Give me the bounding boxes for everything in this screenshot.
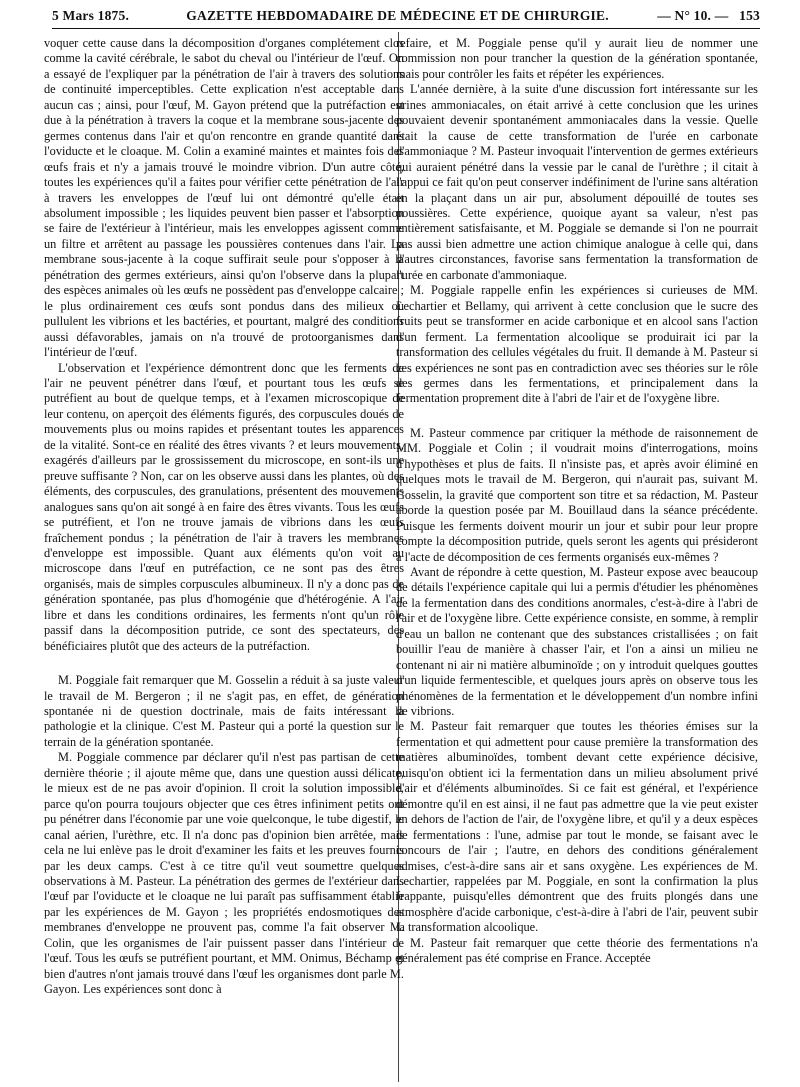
left-column [44, 36, 404, 1081]
paragraph: L'observation et l'expérience démontrent donc que les ferments de l'air ne peuvent pénétrer dans l'œuf, et pourtant tous les œufs se putréfient au bout de quelque temps, et à l'examen microscopique de leur contenu, on aperçoit des éléments figurés, des corpuscules doués de mouvements plus ou moins rapides et présentant toutes les apparences de la vitalité. Sont-ce en réalité des êtres vivants ? et leurs mouvements, exagérés d'ailleurs par le grossissement du microscope, en sont-ils une preuve suffisante ? Non, car on les observe aussi dans les plantes, où des éléments, des corpuscules, des granulations, présentent des mouvements analogues sans qu'on ait songé à en faire des êtres vivants. Tous les œufs se putréfient, et l'on ne trouve jamais de vibrions dans les œufs fraîchement pondus ; la pénétration de l'air à travers les membranes d'enveloppe est impossible. Quant aux éléments qu'on voit au microscope dans l'œuf en putréfaction, ce ne sont pas des êtres organisés, mais de simples corpuscules albumineux. Il n'y a donc pas de génération spontanée, pas plus d'homogénie que d'hétérogénie. A l'air libre et dans les conditions ordinaires, les ferments n'ont qu'un rôle passif dans la décomposition putride, ce sont des spectateurs, des bénéficiaires plutôt que des acteurs de la putréfaction. [44, 360, 404, 653]
paragraph: M. Pasteur commence par critiquer la méthode de raisonnement de MM. Poggiale et Colin ; il voudrait moins d'interrogations, moins d'hypothèses et plus de faits. Il n'insiste pas, et après avoir éliminé en quelques mots le travail de M. Bergeron, qui n'aurait pas, suivant M. Gosselin, la gravité que comportent son titre et sa rédaction, M. Pasteur aborde la question posée par M. Bouillaud dans la séance précédente. Puisque les ferments doivent mourir un jour et subir pour leur propre compte la décomposition putride, quels seront les agents qui présideront à l'acte de décomposition de ces ferments organisés eux-mêmes ? [396, 425, 758, 564]
header-issue: — N° 10. — [657, 8, 729, 23]
paragraph: M. Pasteur fait remarquer que toutes les théories émises sur la fermentation et qui admettent pour cause première la transformation des matières albuminoïdes, tombent devant cette expérience décisive, puisqu'on obtient ici la fermentation dans un milieu absolument privé d'air et d'éléments albuminoïdes. Si ce fait est général, et l'expérience démontre qu'il en est ainsi, il ne faut pas admettre que la vie peut exister en dehors de l'action de l'air, de l'oxygène libre, et qu'il y a deux espèces de fermentations : l'une, admise par tout le monde, se faisant avec le concours de l'air ; l'autre, en dehors des conditions généralement admises, c'est-à-dire sans air et sans oxygène. Les expériences de M. Lechartier, rappelées par M. Poggiale, en sont la confirmation la plus frappante, puisqu'elles démontrent que des fruits plongés dans une atmosphère d'acide carbonique, c'est-à-dire à l'abri de l'air, peuvent subir la transformation alcoolique. [396, 719, 758, 935]
paragraph: M. Pasteur fait remarquer que cette théorie des fermentations n'a généralement pas été comprise en France. Acceptée [396, 935, 758, 966]
header-issue-and-page [657, 8, 760, 24]
header-date: 5 Mars 1875. [52, 8, 130, 23]
paragraph: Avant de répondre à cette question, M. Pasteur expose avec beaucoup de détails l'expérience capitale qui lui a permis d'étudier les phénomènes de la fermentation dans des conditions anormales, c'est-à-dire à l'abri de l'air et de l'oxygène libre. Cette expérience consiste, en somme, à remplir d'eau un ballon ne contenant que des substances cristallisées ; on fait bouillir l'eau de manière à chasser l'air, et l'on a ainsi un milieu ne contenant ni air ni matière albuminoïde ; on y introduit quelques gouttes d'un liquide fermentescible, et quelques jours après on observe tous les phénomènes de la fermentation et le développement d'un nombre infini de vibrions. [396, 564, 758, 719]
page-header [52, 6, 760, 29]
header-page-number: 153 [739, 8, 760, 23]
header-title: GAZETTE HEBDOMADAIRE DE MÉDECINE ET DE CHIRURGIE. [186, 8, 609, 23]
right-column [396, 36, 758, 1081]
paragraph: M. Poggiale fait remarquer que M. Gosselin a réduit à sa juste valeur le travail de M. Bergeron ; il ne s'agit pas, en effet, de génération spontanée ni de question doctrinale, mais de faits intéressant la pathologie et la clinique. C'est M. Pasteur qui a porté la question sur le terrain de la génération spontanée. [44, 673, 404, 749]
paragraph: L'année dernière, à la suite d'une discussion fort intéressante sur les urines ammoniacales, on était arrivé à cette conclusion que les urines pouvaient devenir spontanément ammoniacales dans la vessie. Quelle était la cause de cette transformation de l'urée en carbonate d'ammoniaque ? M. Pasteur invoquait l'intervention de germes extérieurs qui auraient pénétré dans la vessie par le canal de l'urèthre ; il citait à l'appui ce fait qu'on peut conserver indéfiniment de l'urine sans altération en la plaçant dans un air pur, absolument dépouillé de toutes ses poussières. Cette expérience, quoique ayant sa valeur, n'est pas entièrement satisfaisante, et M. Poggiale se demande si l'on ne pourrait pas aussi bien admettre une action chimique analogue à celle qui, dans d'autres circonstances, favorise sans fermentation la transformation de l'urée en carbonate d'ammoniaque. [396, 82, 758, 282]
paragraph: M. Poggiale rappelle enfin les expériences si curieuses de MM. Lechartier et Bellamy, qui arrivent à cette conclusion que le sucre des fruits peut se transformer en acide carbonique et en alcool sans l'action d'un ferment. La fermentation alcoolique se produirait ici par la transformation des cellules végétales du fruit. Il demande à M. Pasteur si ces expériences ne sont pas en contradiction avec ses théories sur le rôle des germes dans les fermentations, et principalement dans la fermentation proprement dite à l'abri de l'air et de l'oxygène libre. [396, 283, 758, 406]
paragraph: voquer cette cause dans la décomposition d'organes complétement clos comme la cavité cérébrale, le sabot du cheval ou l'intérieur de l'œuf. On a essayé de l'expliquer par la pénétration de l'air à travers des solutions de continuité imperceptibles. Cette explication n'est acceptable dans aucun cas ; ainsi, pour l'œuf, M. Gayon prétend que la putréfaction est due à la pénétration à travers la coque et la membrane sous-jacente des germes contenus dans l'air et qu'on rencontre en grande quantité dans l'oviducte et le cloaque. M. Colin a examiné maintes et maintes fois des œufs frais et n'y a jamais trouvé le moindre vibrion. D'un autre côté, toutes les expériences qu'il a faites pour vérifier cette pénétration de l'air à travers les enveloppes de l'œuf lui ont démontré qu'elle était absolument impossible ; les liquides peuvent bien passer et l'absorption se faire de l'extérieur à l'intérieur, mais les enveloppes agissent comme un filtre et arrêtent au passage les poussières contenues dans l'air. La membrane sous-jacente à la coque suffirait seule pour s'opposer à la pénétration des germes extérieurs, ainsi qu'on l'observe dans la plupart des espèces animales où les œufs ne possèdent pas d'enveloppe calcaire ; le plus ordinairement ces œufs sont pondus dans des milieux où pullulent les vibrions et les bactéries, et pourtant, malgré des conditions aussi défavorables, jamais on n'a trouvé de protoorganismes dans l'intérieur de l'œuf. [44, 36, 404, 360]
paragraph: refaire, et M. Poggiale pense qu'il y aurait lieu de nommer une commission non pour trancher la question de la génération spontanée, mais pour contrôler les faits et répéter les expériences. [396, 36, 758, 81]
paragraph: M. Poggiale commence par déclarer qu'il n'est pas partisan de cette dernière théorie ; il ajoute même que, dans une question aussi délicate, le mieux est de ne pas avoir d'opinion. Il croit la solution impossible, parce qu'on pourra toujours objecter que ces êtres infiniment petits ont pu pénétrer dans l'économie par une voie quelconque, le tube digestif, le canal aérien, l'urèthre, etc. Il n'a donc pas d'opinion bien arrêtée, mais cela ne lui enlève pas le droit d'examiner les faits et les preuves fournis par les deux camps. C'est à ce titre qu'il veut soumettre quelques observations à M. Pasteur. La pénétration des germes de l'extérieur dans l'œuf par l'oviducte et le cloaque ne lui paraît pas suffisamment établie par les expériences de M. Gayon ; les propriétés endosmotiques des membranes d'enveloppe ne prouvent pas, comme l'a fait observer M. Colin, que les organismes de l'air puissent passer dans l'intérieur de l'œuf. Tous les œufs se putréfient pourtant, et MM. Onimus, Béchamp et bien d'autres n'ont jamais trouvé dans l'œuf les organismes dont parle M. Gayon. Les expériences sont donc à [44, 750, 404, 997]
